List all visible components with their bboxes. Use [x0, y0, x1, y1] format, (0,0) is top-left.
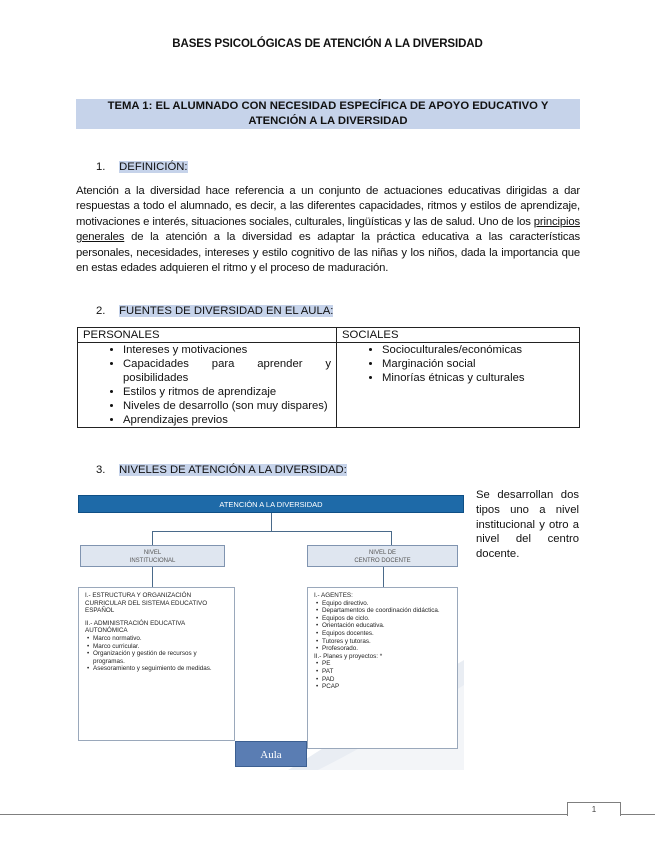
- list-item: • Aprendizajes previos: [123, 413, 331, 427]
- list-item: • Minorías étnicas y culturales: [382, 371, 574, 385]
- list-item: • Intereses y motivaciones: [123, 343, 331, 357]
- centro-head-1: I.- AGENTES:: [314, 592, 353, 599]
- sociales-list: [342, 343, 574, 385]
- connector-left-down: [152, 567, 153, 587]
- list-item: • PAD: [322, 676, 451, 684]
- paragraph-text-1: Atención a la diversidad hace referencia a un conjunto de actuaciones educativas dirigidas a dar respuestas a todo el alumnado, es decir, a las diferentes capacidades, ritmos y estilos de aprendizaje, motivaciones e interés, situaciones sociales, culturales, lingüísticas y las de salud. Uno de los: [76, 185, 580, 228]
- section-3-title: NIVELES DE ATENCIÓN A LA DIVERSIDAD:: [119, 464, 347, 476]
- section-1-number: 1.: [96, 161, 106, 173]
- level-institucional-line-2: INSTITUCIONAL: [129, 558, 176, 564]
- list-item: • Niveles de desarrollo (son muy dispares): [123, 399, 331, 413]
- section-1-heading: [96, 161, 188, 173]
- list-item: • Estilos y ritmos de aprendizaje: [123, 385, 331, 399]
- list-item: • Equipo directivo.: [322, 600, 451, 608]
- table-header-row: [78, 328, 580, 343]
- connector-vertical: [271, 513, 272, 531]
- personales-cell: [78, 343, 337, 428]
- institucional-head-1: I.- ESTRUCTURA Y ORGANIZACIÓN CURRICULAR DEL SISTEMA EDUCATIVO ESPAÑOL: [85, 592, 208, 615]
- list-item: • Marginación social: [382, 357, 574, 371]
- sociales-cell: [337, 343, 580, 428]
- level-centro-line-1: NIVEL DE: [368, 550, 397, 556]
- tema-line-2: ATENCIÓN A LA DIVERSIDAD: [248, 115, 408, 127]
- list-item: • Tutores y tutoras.: [322, 638, 451, 646]
- level-centro-line-2: CENTRO DOCENTE: [354, 558, 411, 564]
- levels-side-text: Se desarrollan dos tipos uno a nivel institucional y otro a nivel del centro docente.: [476, 489, 579, 561]
- document-title: BASES PSICOLÓGICAS DE ATENCIÓN A LA DIVERSIDAD: [172, 38, 483, 50]
- attention-levels-diagram: [78, 495, 464, 770]
- paragraph-text-2: de la atención a la diversidad es adaptar la práctica educativa a las características personales, necesidades, intereses y estilo cognitivo de las niñas y los niños, dada la importancia que en estas edades adquieren el ritmo y el proceso de maduración.: [76, 231, 580, 275]
- paragraph-underlined: principios generales: [76, 215, 580, 244]
- section-2-number: 2.: [96, 305, 106, 317]
- page-number: 1: [567, 802, 621, 816]
- centro-panel: [307, 587, 458, 749]
- list-item: • Marco curricular.: [93, 643, 228, 651]
- institucional-list: [85, 635, 228, 673]
- section-2-title: FUENTES DE DIVERSIDAD EN EL AULA:: [119, 305, 334, 317]
- list-item: • Socioculturales/económicas: [382, 343, 574, 357]
- list-item: • Equipos docentes.: [322, 630, 451, 638]
- diversity-sources-table: [77, 327, 580, 428]
- header-sociales: SOCIALES: [337, 328, 580, 343]
- section-1-title: DEFINICIÓN:: [119, 161, 188, 173]
- list-item: • Equipos de ciclo.: [322, 615, 451, 623]
- personales-list: [83, 343, 331, 427]
- level-institucional-box: [80, 545, 225, 567]
- level-institucional-line-1: NIVEL: [143, 550, 162, 556]
- list-item: • Departamentos de coordinación didáctica.: [322, 607, 451, 615]
- section-3-heading: [96, 464, 347, 476]
- connector-horizontal: [152, 531, 392, 532]
- aula-box: Aula: [235, 741, 307, 767]
- table-row: [78, 343, 580, 428]
- section-2-heading: [96, 305, 333, 317]
- institucional-panel: [78, 587, 235, 741]
- list-item: • Orientación educativa.: [322, 622, 451, 630]
- agentes-list: [314, 600, 451, 653]
- section-3-number: 3.: [96, 464, 106, 476]
- list-item: • PE: [322, 660, 451, 668]
- tema-heading: [76, 99, 580, 129]
- list-item: • Asesoramiento y seguimiento de medidas.: [93, 665, 228, 673]
- list-item: • Capacidades para aprender y posibilidades: [123, 357, 331, 385]
- institucional-head-2: II.- ADMINISTRACIÓN EDUCATIVA AUTONÓMICA: [85, 619, 185, 635]
- header-personales: PERSONALES: [78, 328, 337, 343]
- list-item: • PAT: [322, 668, 451, 676]
- list-item: • Marco normativo.: [93, 635, 228, 643]
- connector-right-down: [383, 567, 384, 587]
- list-item: • PCAP: [322, 683, 451, 691]
- diagram-top-box: ATENCIÓN A LA DIVERSIDAD: [78, 495, 464, 513]
- planes-list: [314, 660, 451, 690]
- footer-divider: [0, 814, 655, 815]
- list-item: • Organización y gestión de recursos y programas.: [93, 650, 228, 665]
- definition-paragraph: [76, 184, 580, 276]
- tema-line-1: TEMA 1: EL ALUMNADO CON NECESIDAD ESPECÍFICA DE APOYO EDUCATIVO Y: [107, 100, 549, 112]
- list-item: • Profesorado.: [322, 645, 451, 653]
- level-centro-box: [307, 545, 458, 567]
- connector-left: [152, 531, 153, 545]
- connector-right: [391, 531, 392, 545]
- centro-head-2: II.- Planes y proyectos: *: [314, 652, 383, 660]
